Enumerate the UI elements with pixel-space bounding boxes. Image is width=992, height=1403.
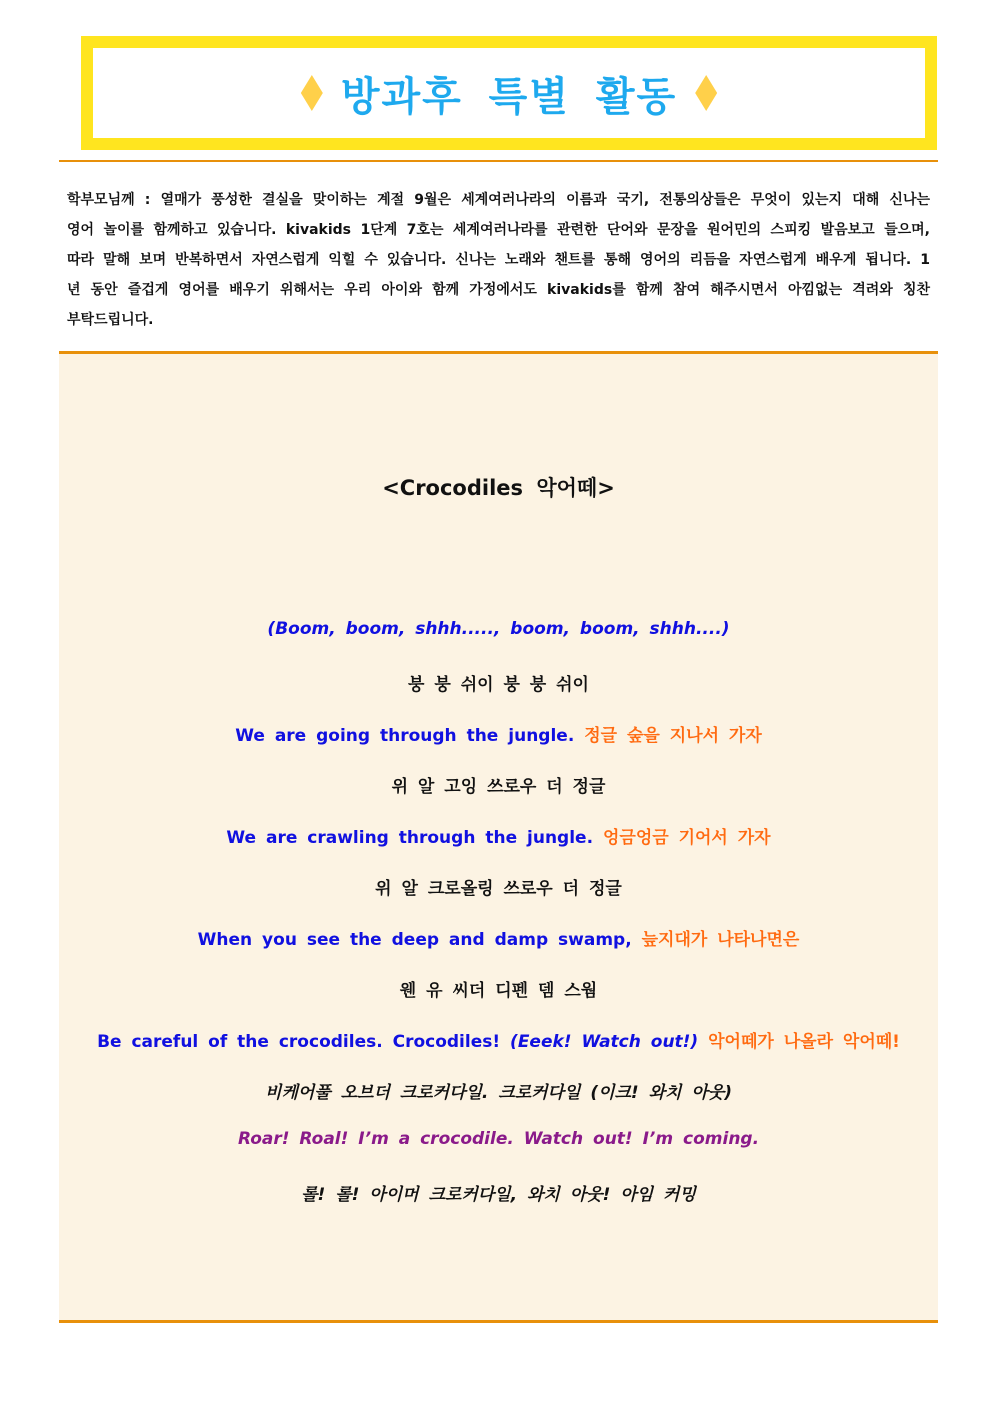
lyric-english: (Boom, boom, shhh....., boom, boom, shhh....) (267, 619, 730, 639)
lyric-pronunciation: 위 알 크로올링 쓰로우 더 정글 (375, 879, 622, 899)
lyric-line (59, 619, 938, 639)
diamond-icon (301, 75, 323, 111)
lyric-english: Be careful of the crocodiles. Crocodiles! (97, 1032, 501, 1052)
lyric-line (59, 823, 938, 848)
lyric-korean: 엉금엉금 기어서 가자 (602, 828, 771, 848)
parent-letter: 학부모님께 : 열매가 풍성한 결실을 맞이하는 계절 9월은 세계여러나라의 이름과 국기, 전통의상들은 무엇이 있는지 대해 신나는 영어 놀이를 함께하고 있습니다. kivakids 1단계 7호는 세계여러나라를 관련한 단어와 문장을 원어민의 스피킹 발음보고 들으며, 따라 말해 보며 반복하면서 자연스럽게 익힐 수 있습니다. 신나는 노래와 챈트를 통해 영어의 리듬을 자연스럽게 배우게 됩니다. 1년 동안 즐겁게 영어를 배우기 위해서는 우리 아이와 함께 가정에서도 kivakids를 함께 참여 해주시면서 아낌없는 격려와 칭찬 부탁드립니다. (67, 192, 930, 328)
title-inner (301, 65, 717, 122)
page-title: 방과후 특별 활동 (340, 73, 678, 120)
lyric-english: We are crawling through the jungle. (226, 828, 594, 848)
lyric-korean: 늪지대가 나타나면은 (641, 930, 800, 950)
lyric-korean: 악어떼가 나올라 악어떼! (708, 1032, 900, 1052)
lyric-korean: 정글 숲을 지나서 가자 (584, 726, 762, 746)
lyric-pronunciation: 붕 붕 쉬이 붕 붕 쉬이 (408, 675, 589, 695)
divider (59, 160, 938, 162)
lyric-english-roar: Roar! Roal! I’m a crocodile. Watch out! I’m coming. (237, 1129, 760, 1149)
lyric-line (59, 1027, 938, 1052)
lyric-english: We are going through the jungle. (235, 726, 575, 746)
lyric-line (59, 721, 938, 746)
lyrics-panel (59, 351, 938, 1323)
lyric-pronunciation: 위 알 고잉 쓰로우 더 정글 (391, 777, 606, 797)
title-banner (81, 36, 937, 150)
lyric-pronunciation: 비케어풀 오브더 크로커다일. 크로커다일 (이크! 와치 아웃) (265, 1083, 732, 1103)
diamond-icon (695, 75, 717, 111)
song-title: <Crocodiles 악어떼> (382, 476, 615, 500)
lyric-line (59, 925, 938, 950)
lyric-english: When you see the deep and damp swamp, (197, 930, 632, 950)
lyric-pronunciation: 웬 유 씨더 디펜 뎀 스웜 (399, 981, 598, 1001)
lyric-english-aside: (Eeek! Watch out!) (510, 1032, 699, 1052)
lyric-pronunciation: 롤! 롤! 아이머 크로커다일, 와치 아웃! 아임 커밍 (301, 1185, 696, 1205)
